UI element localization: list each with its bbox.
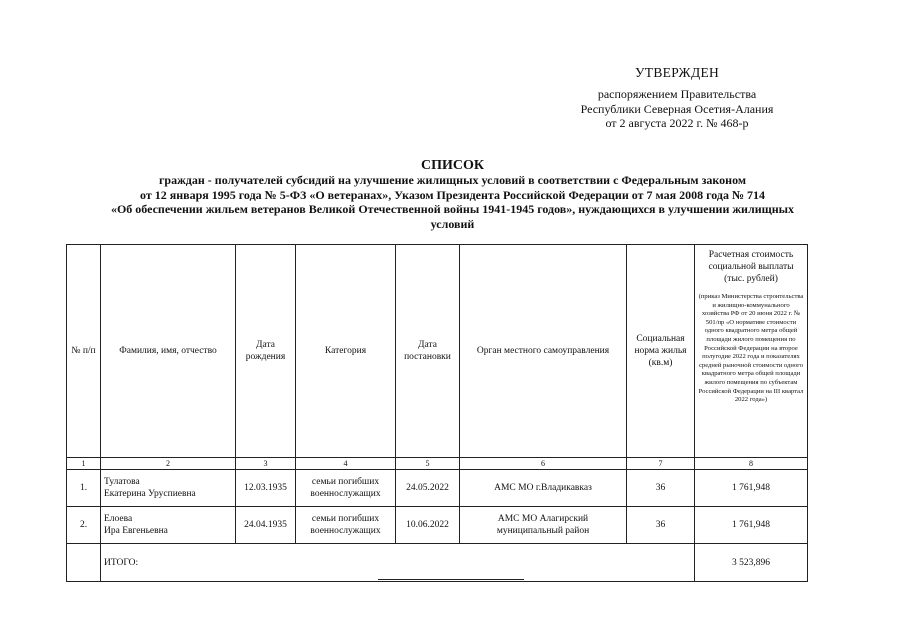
row-authority-line-1: АМС МО г.Владикавказ: [494, 483, 592, 493]
column-number: 2: [101, 458, 236, 470]
row-authority-line-1: АМС МО Алагирский: [497, 514, 589, 524]
row-cost: 1 761,948: [695, 507, 808, 544]
row-given-name: Ира Евгеньевна: [104, 526, 168, 536]
row-norm: 36: [627, 470, 695, 507]
row-category-line-2: военнослужащих: [310, 526, 381, 536]
approval-block: [552, 65, 802, 131]
row-birth: 24.04.1935: [236, 507, 296, 544]
recipients-table: [66, 244, 808, 582]
column-number-row: [67, 458, 808, 470]
header-authority: Орган местного самоуправления: [460, 245, 627, 458]
header-birth: Дата рождения: [236, 245, 296, 458]
row-given-name: Екатерина Уруспиевна: [104, 489, 196, 499]
column-number: 6: [460, 458, 627, 470]
row-name: [101, 470, 236, 507]
table-row: [67, 507, 808, 544]
total-row: [67, 544, 808, 582]
header-cost-note: (приказ Министерства строительства и жилищно-коммунального хозяйства РФ от 20 июня 2022 г. № 501/пр «О нормативе стоимости одного квадратного метра общей площади жилого помещения по Российской Федерации на второе полугодие 2022 года и показателях средней рыночной стоимости одного квадратного метра общей площади жилого помещения по субъектам Российской Федерации на III квартал 2022 года»): [698, 293, 804, 404]
title-main: СПИСОК: [420, 158, 485, 173]
row-category: [296, 507, 396, 544]
document-title: [60, 158, 845, 231]
column-number: 1: [67, 458, 101, 470]
row-authority-line-2: муниципальный район: [496, 526, 590, 536]
total-label: ИТОГО:: [101, 544, 695, 582]
row-name: [101, 507, 236, 544]
row-norm: 36: [627, 507, 695, 544]
column-number: 4: [296, 458, 396, 470]
approval-line-1: распоряжением Правительства: [597, 87, 757, 101]
row-category-line-1: семьи погибших: [311, 477, 380, 487]
header-name: Фамилия, имя, отчество: [101, 245, 236, 458]
column-number: 7: [627, 458, 695, 470]
table-header-row: [67, 245, 808, 458]
header-category: Категория: [296, 245, 396, 458]
title-line-4: условий: [430, 216, 475, 231]
row-reg-date: 24.05.2022: [396, 470, 460, 507]
header-reg-date: Дата постановки: [396, 245, 460, 458]
approval-line-3: от 2 августа 2022 г. № 468-р: [605, 116, 749, 130]
column-number: 5: [396, 458, 460, 470]
row-surname: Елоева: [104, 514, 133, 524]
row-cost: 1 761,948: [695, 470, 808, 507]
total-empty-cell: [67, 544, 101, 582]
title-line-3: «Об обеспечении жильем ветеранов Великой Отечественной войны 1941-1945 годов», нуждающихся в улучшении жилищных: [110, 202, 795, 216]
row-authority: [460, 507, 627, 544]
row-num: 2.: [67, 507, 101, 544]
row-authority: [460, 470, 627, 507]
row-reg-date: 10.06.2022: [396, 507, 460, 544]
title-line-2: от 12 января 1995 года № 5-ФЗ «О ветеранах», Указом Президента Российской Федерации от 7 мая 2008 года № 714: [139, 187, 766, 202]
approval-heading: УТВЕРЖДЕН: [634, 65, 720, 80]
approval-line-2: Республики Северная Осетия-Алания: [580, 101, 774, 116]
row-category: [296, 470, 396, 507]
header-cost-main: Расчетная стоимость социальной выплаты (тыс. рублей): [708, 250, 794, 284]
row-category-line-1: семьи погибших: [311, 514, 380, 524]
table-row: [67, 470, 808, 507]
header-num: № п/п: [67, 245, 101, 458]
column-number: 3: [236, 458, 296, 470]
column-number: 8: [695, 458, 808, 470]
row-birth: 12.03.1935: [236, 470, 296, 507]
closing-divider: [378, 579, 524, 580]
row-category-line-2: военнослужащих: [310, 489, 381, 499]
header-norm: Социальная норма жилья (кв.м): [627, 245, 695, 458]
row-num: 1.: [67, 470, 101, 507]
row-surname: Тулатова: [104, 477, 140, 487]
title-line-1: граждан - получателей субсидий на улучшение жилищных условий в соответствии с Федеральным законом: [158, 173, 747, 187]
total-value: 3 523,896: [695, 544, 808, 582]
header-cost: [695, 245, 808, 458]
